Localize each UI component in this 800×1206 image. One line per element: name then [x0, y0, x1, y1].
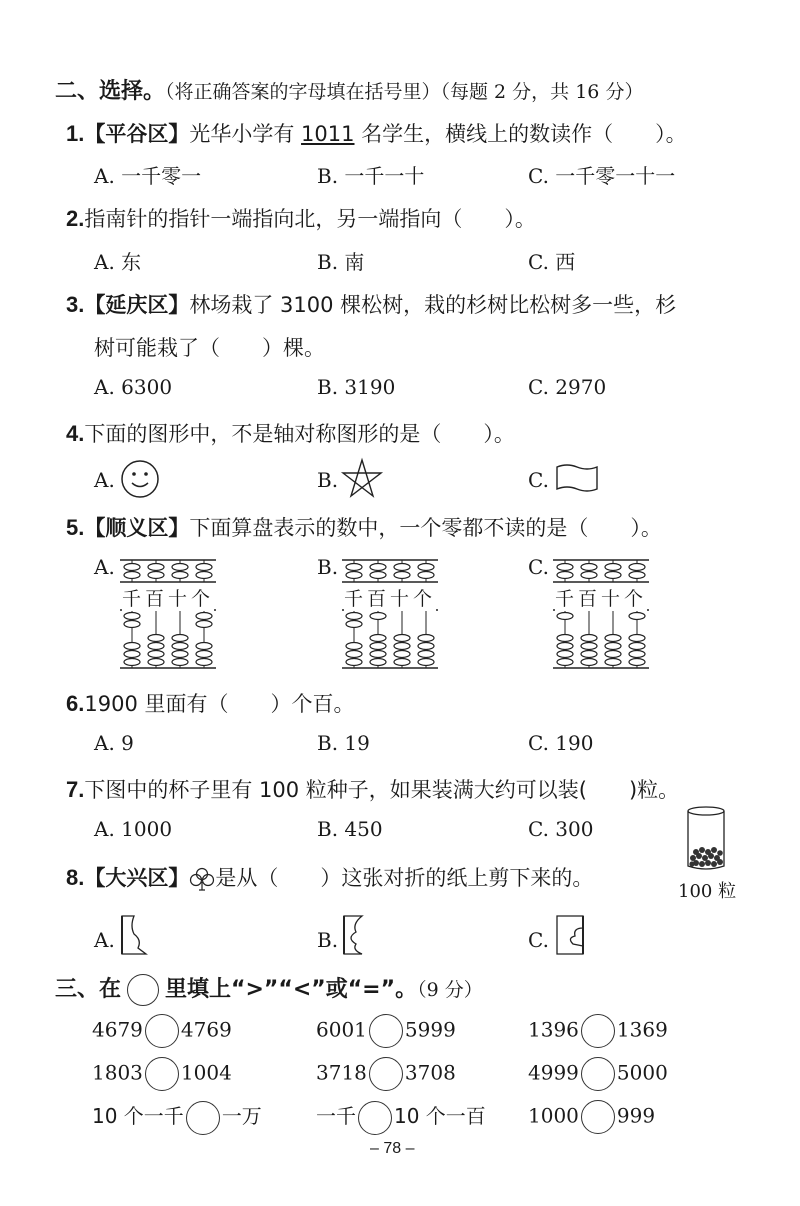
question-text: 下面算盘表示的数中，一个零都不读的是（ ）。	[189, 516, 662, 540]
clover-cutout-icon	[189, 866, 215, 892]
comparison-item	[92, 1100, 262, 1135]
label-thousands: 千	[122, 588, 146, 610]
right-value: 5999	[404, 1017, 456, 1042]
abacus-place-labels	[555, 584, 647, 611]
section-2-title	[55, 74, 643, 105]
question-text: 下图中的杯子里有 100 粒种子，如果装满大约可以装( )粒。	[84, 778, 680, 802]
label-ones: 个	[191, 588, 215, 610]
option-b[interactable]: B.	[317, 928, 339, 952]
abacus-drawing	[553, 558, 649, 674]
comparison-item	[316, 1100, 486, 1135]
right-value: 3708	[404, 1060, 456, 1085]
question-number: 5.	[66, 515, 85, 540]
question-text: 下面的图形中，不是轴对称图形的是（ ）。	[84, 422, 515, 446]
pentagram-star-icon	[342, 458, 382, 500]
abacus-drawing	[120, 558, 216, 674]
smiley-face-icon	[120, 459, 162, 501]
comparison-item	[316, 1014, 456, 1048]
question-6	[66, 688, 354, 718]
label-thousands: 千	[555, 588, 579, 610]
right-value: 10 个一百	[394, 1104, 486, 1128]
question-text: 指南针的指针一端指向北，另一端指向（ ）。	[84, 207, 536, 231]
comparison-item	[316, 1057, 456, 1091]
section-3-title	[55, 972, 483, 1006]
district-tag: 【顺义区】	[84, 516, 190, 540]
label-hundreds: 百	[578, 588, 602, 610]
right-value: 999	[616, 1103, 656, 1128]
right-value: 4769	[180, 1017, 232, 1042]
label-tens: 十	[601, 588, 625, 610]
answer-circle-icon	[127, 974, 159, 1006]
abacus-place-labels	[344, 584, 436, 611]
comparison-item	[528, 1014, 668, 1048]
question-number: 1.	[66, 121, 85, 146]
abacus-drawing	[342, 558, 438, 674]
label-hundreds: 百	[367, 588, 391, 610]
option-c[interactable]: C.	[528, 555, 549, 579]
abacus-a	[120, 558, 216, 674]
answer-circle[interactable]	[145, 1057, 179, 1091]
question-text: 是从（ ）这张对折的纸上剪下来的。	[215, 866, 594, 890]
comparison-item	[92, 1014, 232, 1048]
answer-circle[interactable]	[581, 1014, 615, 1048]
option-b[interactable]: B. 450	[317, 817, 383, 841]
left-value: 1803	[92, 1060, 143, 1085]
question-number: 7.	[66, 777, 85, 802]
underlined-number: 1011	[301, 122, 355, 146]
question-text-end: 名学生，横线上的数读作（ ）。	[361, 122, 687, 146]
left-value: 4999	[528, 1060, 579, 1085]
left-value: 10 个一千	[92, 1104, 184, 1128]
question-number: 8.	[66, 865, 85, 890]
abacus-c	[553, 558, 649, 674]
question-text: 林场栽了 3100 棵松树，栽的杉树比松树多一些，杉	[189, 293, 677, 317]
answer-circle[interactable]	[369, 1057, 403, 1091]
left-value: 1396	[528, 1017, 579, 1042]
comparison-item	[528, 1100, 655, 1134]
answer-circle[interactable]	[581, 1057, 615, 1091]
right-value: 1369	[616, 1017, 668, 1042]
option-a[interactable]: A. 一千零一	[94, 164, 202, 188]
question-7	[66, 774, 679, 804]
page-number: – 78 –	[370, 1140, 415, 1157]
option-c[interactable]: C. 300	[528, 817, 594, 841]
question-number: 3.	[66, 292, 85, 317]
option-b[interactable]: B.	[317, 468, 339, 492]
option-a[interactable]: A. 6300	[94, 375, 173, 399]
district-tag: 【平谷区】	[84, 122, 190, 146]
left-value: 4679	[92, 1017, 143, 1042]
abacus-place-labels	[122, 584, 214, 611]
answer-circle[interactable]	[358, 1101, 392, 1135]
folded-paper-b-icon	[342, 914, 374, 958]
answer-circle[interactable]	[145, 1014, 179, 1048]
question-5	[66, 512, 662, 542]
flag-icon	[555, 463, 599, 495]
abacus-b	[342, 558, 438, 674]
section-2-note: （将正确答案的字母填在括号里）（每题 2 分，共 16 分）	[165, 81, 644, 103]
comparison-item	[528, 1057, 668, 1091]
option-a[interactable]: A.	[94, 555, 115, 579]
label-tens: 十	[390, 588, 414, 610]
option-a[interactable]: A. 9	[94, 731, 134, 755]
comparison-item	[92, 1057, 232, 1091]
option-c[interactable]: C.	[528, 928, 549, 952]
option-a[interactable]: A.	[94, 468, 115, 492]
section-3-heading-end: 里填上“>”“<”或“=”。	[165, 977, 418, 1002]
option-b[interactable]: B. 19	[317, 731, 370, 755]
question-8	[66, 862, 593, 892]
option-a[interactable]: A. 东	[94, 250, 142, 274]
question-number: 6.	[66, 691, 85, 716]
option-c[interactable]: C. 西	[528, 250, 576, 274]
left-value: 6001	[316, 1017, 367, 1042]
label-tens: 十	[168, 588, 192, 610]
question-text: 光华小学有	[189, 122, 295, 146]
label-ones: 个	[413, 588, 437, 610]
right-value: 5000	[616, 1060, 668, 1085]
right-value: 1004	[180, 1060, 232, 1085]
question-3	[66, 289, 676, 319]
section-3-note: （9 分）	[417, 979, 483, 1001]
question-number: 2.	[66, 206, 85, 231]
option-b[interactable]: B. 3190	[317, 375, 396, 399]
left-value: 1000	[528, 1103, 579, 1128]
option-a[interactable]: A.	[94, 928, 115, 952]
district-tag: 【大兴区】	[84, 866, 190, 890]
option-c[interactable]: C. 2970	[528, 375, 607, 399]
label-thousands: 千	[344, 588, 368, 610]
district-tag: 【延庆区】	[84, 293, 190, 317]
question-number: 4.	[66, 421, 85, 446]
question-2	[66, 203, 536, 233]
cup-with-seeds-icon	[684, 806, 728, 874]
section-3-heading-start: 三、在	[55, 977, 122, 1002]
left-value: 3718	[316, 1060, 367, 1085]
option-c[interactable]: C. 190	[528, 731, 594, 755]
label-hundreds: 百	[145, 588, 169, 610]
right-value: 一万	[221, 1104, 262, 1128]
question-4	[66, 418, 515, 448]
option-b[interactable]: B. 一千一十	[317, 164, 425, 188]
left-value: 一千	[316, 1104, 356, 1128]
option-b[interactable]: B. 南	[317, 250, 365, 274]
section-2-heading: 二、选择。	[55, 79, 166, 104]
option-b[interactable]: B.	[317, 555, 339, 579]
label-ones: 个	[624, 588, 648, 610]
option-a[interactable]: A. 1000	[94, 817, 173, 841]
question-3-line-2: 树可能栽了（ ）棵。	[94, 336, 325, 360]
answer-circle[interactable]	[581, 1100, 615, 1134]
question-1	[66, 118, 687, 148]
answer-circle[interactable]	[186, 1101, 220, 1135]
folded-paper-a-icon	[120, 914, 152, 958]
folded-paper-c-icon	[555, 914, 587, 958]
question-text: 1900 里面有（ ）个百。	[84, 692, 355, 716]
cup-caption: 100 粒	[678, 881, 737, 902]
option-c[interactable]: C.	[528, 468, 549, 492]
answer-circle[interactable]	[369, 1014, 403, 1048]
option-c[interactable]: C. 一千零一十一	[528, 164, 676, 188]
